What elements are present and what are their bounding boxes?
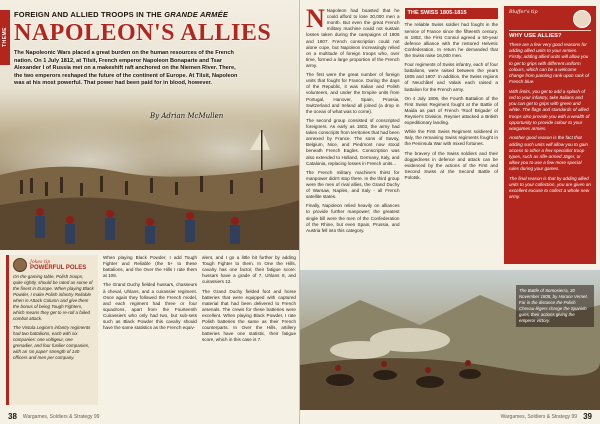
- left-columns: [6, 255, 296, 405]
- box-paragraph: On the gaming table, Polish troops, quite rightly, should be rated as some of the finest in Europe. When playing Black Powder, I make Polish infantry Reliable when in Attack Column and give them the bonus of being Tough Fighters, which means they get to re-roll a failed combat attack.: [13, 274, 94, 321]
- fact-text: [509, 42, 591, 201]
- body-paragraph: alent, and I go a little bit further by adding Tough Fighter to them. In One the Hills, cavalry has one factor, their fatigue score: hussars have a grade of 7, Uhlans 8, and cuirassiers 12.: [202, 255, 296, 285]
- article-kicker: [14, 10, 294, 19]
- author-portrait: [573, 10, 591, 28]
- folio-text: Wargames, Soldiers & Strategy 99: [22, 413, 100, 420]
- body-paragraph: When playing Black Powder, I add Tough Fighter and Reliable (the 5+ to these battalions, and the Over the Hills I rate them at 108.: [103, 255, 197, 279]
- body-paragraph: The French military machine's thirst for manpower didn't stop there. In the third group were the men of rival allies, the Grand Duchy of Warsaw, Naples, and Italy - all French satellite states.: [306, 169, 400, 200]
- left-folio: [8, 412, 99, 421]
- drop-cap: N: [306, 4, 325, 33]
- why-use-allies-box: [504, 6, 596, 264]
- body-paragraph: Finally, Napoleon relied heavily on alliances to provide further manpower; the greatest single bill were the men of the Confederation of the Rhine, but even Spain, Prussia, and Austria fell into this category.: [306, 203, 400, 233]
- fact-paragraph: There are a few very good reasons for adding allied units to your armies. Firstly, adding allied units will allow you to get to grips with different uniform colours, which can be a welcome change from painting rank upon rank of French blue.: [509, 42, 589, 85]
- box-paragraph: The Vistula Legion's infantry regiments had two battalions, each with six companies: one voltigeur, one grenadier, and four fusilier companies, with an 'on paper' strength of 140 officers and men per company.: [13, 324, 91, 360]
- page-number: 39: [583, 412, 592, 421]
- right-folio: [501, 412, 592, 421]
- lead-paragraph: Napoleon had boasted that he could afford to lose 30,000 men a month. But even the great French military machine could not sustain losses taken during the campaigns of 1806 and 1807. French conscription could not alone cope, but Napoleon increasingly relied on a multitude of foreign troops who, over time, formed a large proportion of the French army.: [306, 8, 400, 68]
- box-kicker: Jokes tip: [30, 259, 51, 265]
- kicker-text: FOREIGN AND ALLIED TROOPS IN THE: [14, 10, 162, 19]
- body-paragraph: The Grand Duchy fielded foot and horse batteries that were equipped with captured material that had been delivered to French arsenals. The crews for these batteries were excellent. When playing Black Powder, I rate Polish batteries the same as their French counterparts. In Over the Hills, artillery batteries have one statistic, their fatigue score, which in this case is 7.: [202, 288, 296, 343]
- section-heading: THE SWISS 1805-1815: [405, 8, 499, 19]
- fact-paragraph: Another good reason is the fact that adding such units will allow you to gain access to other a few specialist troop types, such as rifle-armed Jäger, or allow you to use a few more special rules during your games.: [509, 135, 588, 172]
- fact-kicker: Bluffer's tip: [509, 10, 538, 15]
- box-text: [13, 274, 94, 361]
- fact-paragraph: With limits, you get to add a splash of red to your infantry, take Italians and you can get to grips with green and white. The flags and standards of allied troops also provide you with a wealth of opportunity to provide colour to your wargames armies.: [509, 88, 590, 132]
- folio-text: Wargames, Soldiers & Strategy 99: [500, 413, 578, 420]
- box-title: POWERFUL POLES: [30, 264, 87, 271]
- kicker-italic: GRANDE ARMÉE: [164, 10, 229, 19]
- body-paragraph: The Grand Duchy fielded hussars, chasseurs à cheval, Uhlans, and a cuirassier regiment. Once again they followed the French model, and each regiment had three or four squadrons, apart from the Fourteenth Cuirassiers who only had two, but sub-sets such as Black Powder this cavalry should have the same statistics as the French equiv-: [103, 282, 197, 331]
- fact-header: [509, 10, 591, 28]
- body-paragraph: Four regiments of Swiss infantry, each of four battalions, were raised between the years 1805 and 1807. In addition, the Swiss regions of Neuchâtel and Valais each raised a battalion for the French army.: [404, 62, 498, 92]
- body-column-2: [405, 8, 499, 268]
- article-header: [14, 10, 294, 87]
- body-paragraph: On 4 July 1806, the Fourth Battalion of the First Swiss Regiment fought at the Battle of Maida as part of French 'Roof Brigade' of Reynier's Division. Reynier attacked a British expeditionary landing.: [404, 95, 498, 126]
- painting-caption: The Battle of Somosierra, 30 November 1808, by Horace Vernet. Far in the distance the Polish Chevau-légers charge the Spanish guns, their actions giving the emperor victory.: [516, 285, 594, 327]
- body-paragraph: While the First Swiss Regiment soldiered in Italy, the remaining Swiss regiments fought in the Peninsula War with mixed fortunes.: [404, 129, 498, 147]
- fact-title: WHY USE ALLIES?: [509, 30, 591, 39]
- body-column-3: [202, 255, 296, 405]
- right-page: [300, 0, 600, 424]
- page-number: 38: [8, 412, 17, 421]
- body-paragraph: The first were the great number of foreign units that fought for France. During the days of the Republic, it was Italian and Polish volunteers, and under the Empire units from Portugal, Hanover, Spain, Prussia, Switzerland and Ireland all joined (a drop in the ocean of what was to come).: [306, 72, 400, 114]
- article-title: NAPOLEON'S ALLIES: [14, 20, 272, 46]
- powerful-poles-box: [6, 255, 98, 405]
- body-column-1: [306, 4, 400, 268]
- author-portrait: [13, 258, 27, 272]
- body-column-2: [103, 255, 197, 405]
- body-paragraph: The reliable Swiss soldier had fought in the service of France since the fifteenth century. In 1802, the First Consul agreed a 50-year defence alliance with the restored Helvetic Confederation. In return he demanded that the Swiss raise 16,000 men.: [404, 22, 498, 58]
- section-tab: THEME: [0, 10, 10, 65]
- right-columns: [306, 4, 498, 268]
- body-paragraph: The second group consisted of conscripted foreigners. As early as 1803, the army had taken conscripts from territories that had been annexed by France. The sons of Savoy, Belgium, Nice, and Piedmont now stood beneath French Eagles. Conscription was also extended to Holland, Germany, Italy, and Catalonia, replacing losses in French units...: [306, 117, 400, 166]
- body-paragraph: [306, 4, 400, 69]
- byline: By Adrian McMullen: [150, 112, 224, 120]
- standfirst: The Napoleonic Wars placed a great burden on the human resources of the French nation. On 1 July 1812, at Tilsit, French emperor Napoleon Bonaparte and Tsar Alexander I of Russia met on a makeshift raft anchored on the Niemen River. There, the two emperors reshaped the future of the continent of Europe. At Tilsit, Napoleon was at his most powerful. That power had been paid for in blood, however.: [14, 50, 238, 86]
- box-header: [13, 258, 94, 272]
- body-paragraph: The bravery of the Swiss soldiers and their doggedness in defence and attack can be evidenced by the actions of the First and Second Swiss at the Second Battle of Polotsk.: [404, 150, 498, 180]
- fact-paragraph: The final reason is that by adding allied units to your collection, you are given an excellent excuse to collect a whole new army.: [509, 175, 591, 200]
